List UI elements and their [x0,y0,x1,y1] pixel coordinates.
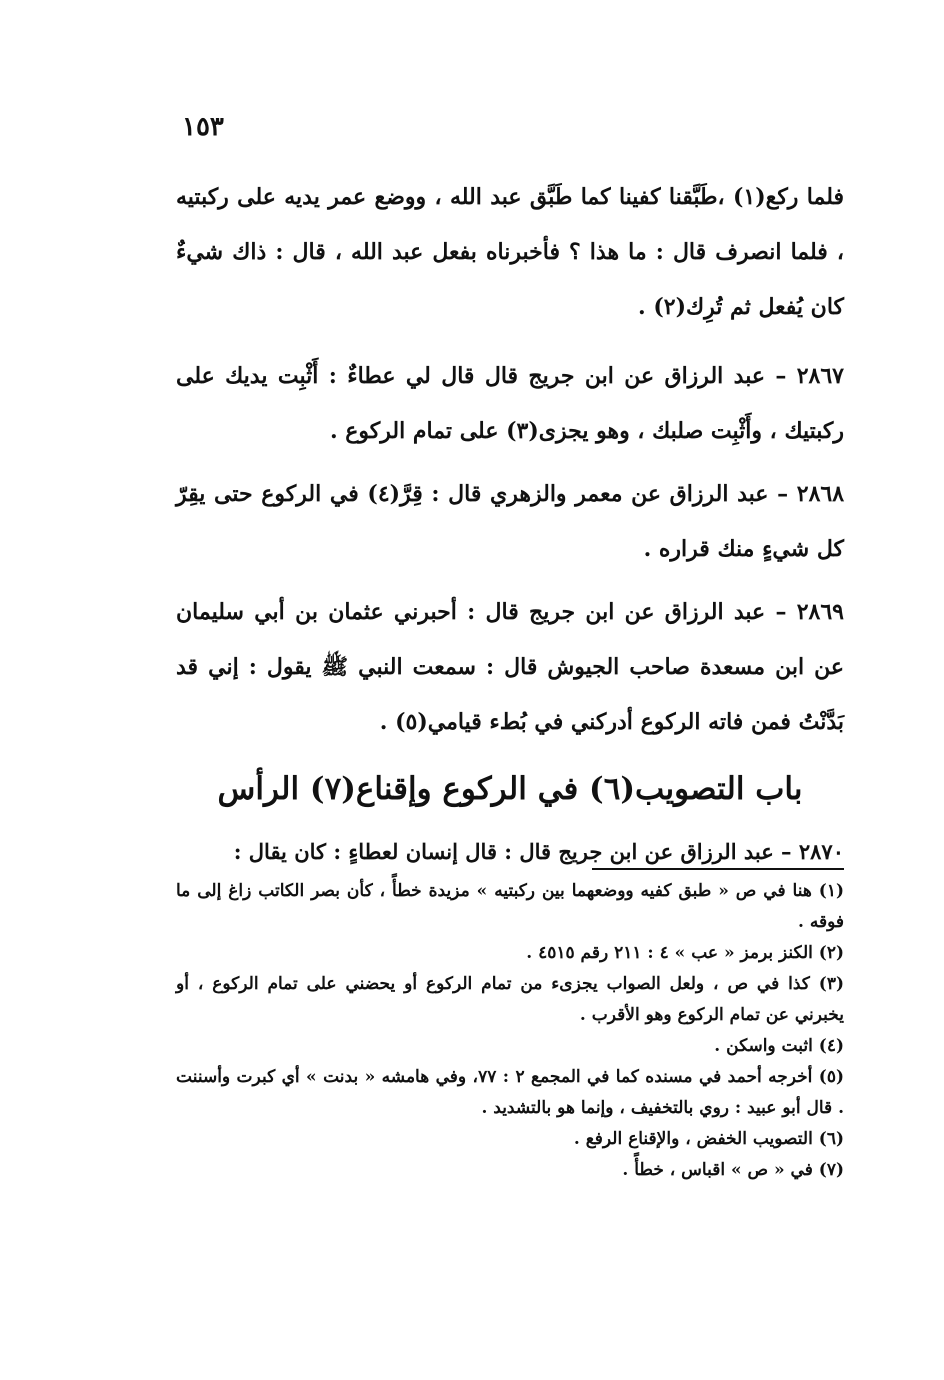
footnotes [176,876,844,1186]
footnote-7: (٧) في « ص » اقباس ، خطأً . [622,1160,844,1180]
footnote-1: (١) هنا في ص « طبق كفيه ووضعهما بين ركبتيه » مزيدة خطأً ، كأن بصر الكاتب زاغ إلى ما فوقه . [176,881,844,932]
hadith-2868: ٢٨٦٨ – عبد الرزاق عن معمر والزهري قال : قِرَّ(٤) في الركوع حتى يقِرّ كل شيءٍ منك قراره . [176,481,845,562]
page-number: ١٥٣ [182,112,224,142]
hadith-2869: ٢٨٦٩ – عبد الرزاق عن ابن جريج قال : أحبرني عثمان بن أبي سليمان عن ابن مسعدة صاحب الجيوش قال : سمعت النبي ﷺ يقول : إني قد بَدَّنْتُ فمن فاته الركوع أدركني في بُطء قيامي(٥) . [176,599,844,735]
footnote-separator [592,868,844,870]
footnote-4: (٤) اثبت واسكن . [714,1036,844,1056]
footnote-6: (٦) التصويب الخفض ، والإقناع الرفع . [573,1129,844,1149]
chapter-title: باب التصويب(٦) في الركوع وإقناع(٧) الرأس [217,771,803,807]
paragraph-continuation: فلما ركع(١) ،طَبَّقنا كفينا كما طَبَّق عبد الله ، ووضع عمر يديه على ركبتيه ، فلما انصرف قال : ما هذا ؟ فأخبرناه بفعل عبد الله ، قال : ذاك شيءٌ كان يُفعل ثم تُرِك(٢) . [176,184,844,320]
hadith-2867: ٢٨٦٧ – عبد الرزاق عن ابن جريج قال قال لي عطاءٌ : أَثْبِت يديك على ركبتيك ، وأَثْبِت صلبك ، وهو يجزى(٣) على تمام الركوع . [176,363,844,444]
main-text [176,170,844,872]
footnote-3: (٣) كذا في ص ، ولعل الصواب يجزىء من تمام الركوع أو يحضني على تمام الركوع ، أو يخبرني عن تمام الركوع وهو الأقرب . [176,974,844,1025]
footnote-2: (٢) الكنز برمز « عب » ٤ : ٢١١ رقم ٤٥١٥ . [526,943,844,963]
footnote-5: (٥) أخرجه أحمد في مسنده كما في المجمع ٢ : ٧٧، وفي هامشه « بدنت » أي كبرت وأسننت . قال أبو عبيد : روي بالتخفيف ، وإنما هو بالتشديد . [176,1067,844,1118]
hadith-2870: ٢٨٧٠ – عبد الرزاق عن ابن جريج قال : قال إنسان لعطاءٍ : كان يقال : [233,839,844,864]
